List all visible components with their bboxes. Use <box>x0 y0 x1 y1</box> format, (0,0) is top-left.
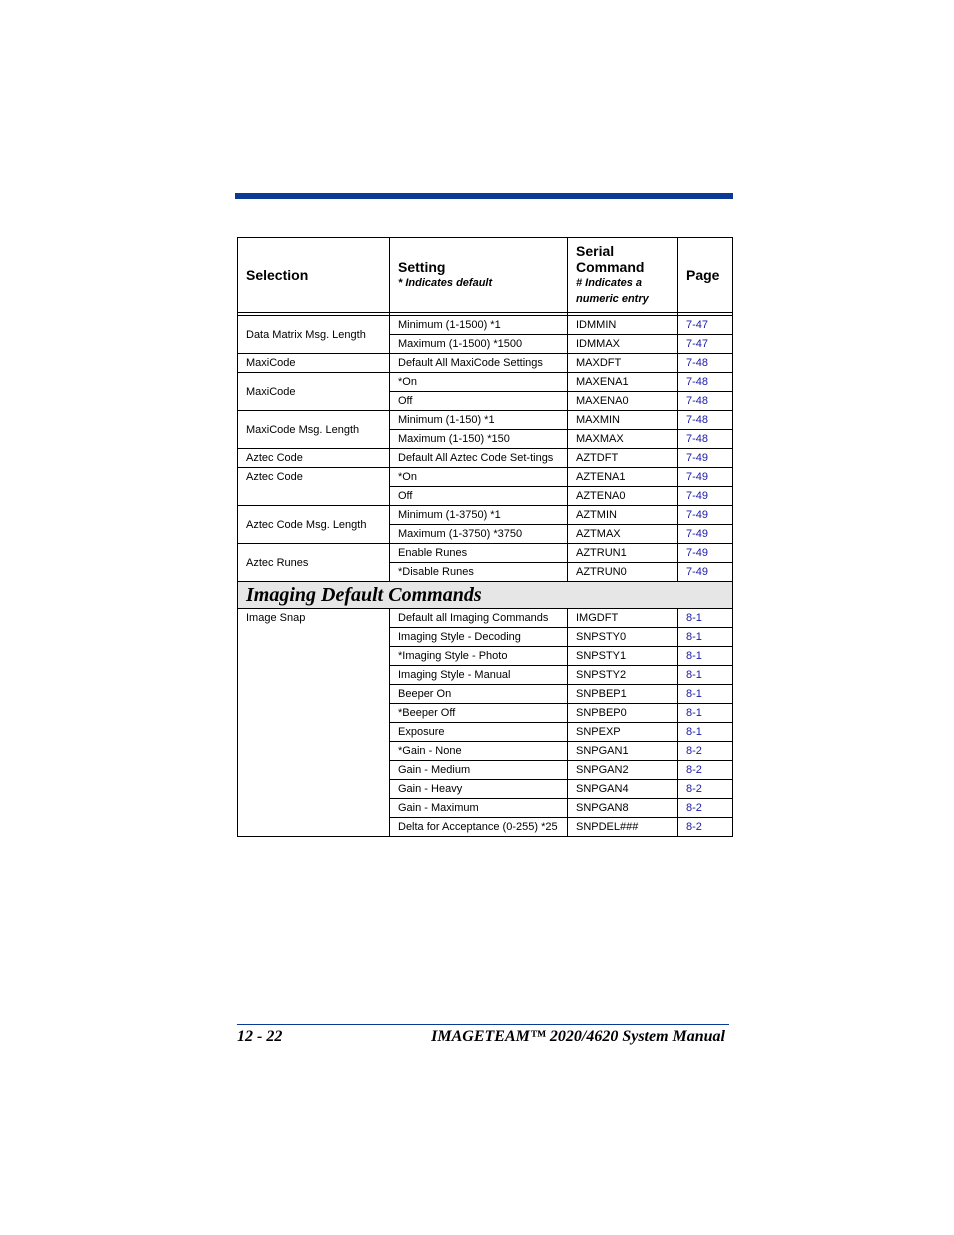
page-link[interactable]: 8-2 <box>678 818 733 837</box>
footer-manual-title: IMAGETEAM™ 2020/4620 System Manual <box>431 1028 725 1045</box>
selection-cell: MaxiCode Msg. Length <box>238 411 390 449</box>
selection-cell: Data Matrix Msg. Length <box>238 316 390 354</box>
page-link[interactable]: 8-1 <box>678 685 733 704</box>
setting-cell: Beeper On <box>390 685 568 704</box>
setting-cell: Minimum (1-1500) *1 <box>390 316 568 335</box>
page-link[interactable]: 8-1 <box>678 628 733 647</box>
setting-cell: Maximum (1-3750) *3750 <box>390 525 568 544</box>
table-row <box>238 506 733 525</box>
page-link[interactable]: 7-49 <box>678 449 733 468</box>
setting-cell: Default all Imaging Commands <box>390 609 568 628</box>
page-link[interactable]: 7-48 <box>678 430 733 449</box>
command-cell: IDMMIN <box>568 316 678 335</box>
setting-cell: *Disable Runes <box>390 563 568 582</box>
command-table <box>237 237 733 837</box>
selection-cell: Aztec Code <box>238 468 390 506</box>
page-link[interactable]: 7-49 <box>678 468 733 487</box>
setting-cell: *On <box>390 373 568 392</box>
setting-cell: Default All Aztec Code Set-tings <box>390 449 568 468</box>
command-cell: AZTMAX <box>568 525 678 544</box>
page-link[interactable]: 8-2 <box>678 761 733 780</box>
header-setting <box>390 238 568 313</box>
page-link[interactable]: 8-2 <box>678 742 733 761</box>
page-link[interactable]: 7-48 <box>678 411 733 430</box>
setting-cell: Minimum (1-150) *1 <box>390 411 568 430</box>
top-rule <box>235 193 733 199</box>
setting-cell: Gain - Maximum <box>390 799 568 818</box>
page-link[interactable]: 7-49 <box>678 506 733 525</box>
selection-cell: Aztec Code Msg. Length <box>238 506 390 544</box>
command-cell: AZTENA0 <box>568 487 678 506</box>
page-link[interactable]: 7-47 <box>678 316 733 335</box>
setting-cell: Maximum (1-150) *150 <box>390 430 568 449</box>
command-cell: SNPGAN4 <box>568 780 678 799</box>
selection-cell: Aztec Runes <box>238 544 390 582</box>
command-cell: SNPEXP <box>568 723 678 742</box>
command-cell: SNPDEL### <box>568 818 678 837</box>
command-cell: MAXENA1 <box>568 373 678 392</box>
table-row <box>238 468 733 487</box>
table-row <box>238 449 733 468</box>
setting-cell: Maximum (1-1500) *1500 <box>390 335 568 354</box>
page-link[interactable]: 8-1 <box>678 704 733 723</box>
page-link[interactable]: 8-2 <box>678 799 733 818</box>
page-link[interactable]: 7-48 <box>678 373 733 392</box>
header-serial-label: Serial Command <box>576 243 645 275</box>
header-serial-note: # Indicates a numeric entry <box>576 277 649 305</box>
setting-cell: Imaging Style - Decoding <box>390 628 568 647</box>
selection-cell: Aztec Code <box>238 449 390 468</box>
header-selection: Selection <box>238 238 390 313</box>
page-link[interactable]: 8-1 <box>678 666 733 685</box>
selection-cell: MaxiCode <box>238 373 390 411</box>
setting-cell: Minimum (1-3750) *1 <box>390 506 568 525</box>
command-cell: AZTENA1 <box>568 468 678 487</box>
page-link[interactable]: 8-1 <box>678 609 733 628</box>
page-link[interactable]: 7-47 <box>678 335 733 354</box>
setting-cell: Delta for Acceptance (0-255) *25 <box>390 818 568 837</box>
command-cell: SNPBEP1 <box>568 685 678 704</box>
section-header-row <box>238 582 733 609</box>
page-link[interactable]: 7-49 <box>678 544 733 563</box>
selection-cell: MaxiCode <box>238 354 390 373</box>
command-cell: AZTRUN0 <box>568 563 678 582</box>
setting-cell: Off <box>390 392 568 411</box>
setting-cell: *Imaging Style - Photo <box>390 647 568 666</box>
page-link[interactable]: 7-49 <box>678 487 733 506</box>
setting-cell: Enable Runes <box>390 544 568 563</box>
page-link[interactable]: 7-48 <box>678 392 733 411</box>
selection-cell: Image Snap <box>238 609 390 837</box>
table-row <box>238 411 733 430</box>
page-link[interactable]: 8-1 <box>678 647 733 666</box>
command-cell: IMGDFT <box>568 609 678 628</box>
header-setting-note: * Indicates default <box>398 277 493 289</box>
command-cell: MAXDFT <box>568 354 678 373</box>
table-row <box>238 609 733 628</box>
page-link[interactable]: 8-2 <box>678 780 733 799</box>
setting-cell: *Gain - None <box>390 742 568 761</box>
setting-cell: *Beeper Off <box>390 704 568 723</box>
command-cell: IDMMAX <box>568 335 678 354</box>
page-link[interactable]: 7-49 <box>678 563 733 582</box>
setting-cell: Default All MaxiCode Settings <box>390 354 568 373</box>
command-cell: SNPGAN1 <box>568 742 678 761</box>
command-cell: AZTDFT <box>568 449 678 468</box>
footer-rule <box>237 1024 729 1025</box>
page-link[interactable]: 7-48 <box>678 354 733 373</box>
page-link[interactable]: 8-1 <box>678 723 733 742</box>
page-link[interactable]: 7-49 <box>678 525 733 544</box>
setting-cell: Imaging Style - Manual <box>390 666 568 685</box>
command-cell: SNPGAN2 <box>568 761 678 780</box>
command-cell: AZTRUN1 <box>568 544 678 563</box>
command-cell: AZTMIN <box>568 506 678 525</box>
command-cell: SNPSTY0 <box>568 628 678 647</box>
command-cell: MAXENA0 <box>568 392 678 411</box>
header-page: Page <box>678 238 733 313</box>
footer-page-number: 12 - 22 <box>237 1028 283 1045</box>
command-cell: SNPSTY1 <box>568 647 678 666</box>
table-row <box>238 354 733 373</box>
table-row <box>238 316 733 335</box>
setting-cell: *On <box>390 468 568 487</box>
command-cell: MAXMIN <box>568 411 678 430</box>
table-row <box>238 373 733 392</box>
setting-cell: Gain - Heavy <box>390 780 568 799</box>
setting-cell: Off <box>390 487 568 506</box>
setting-cell: Exposure <box>390 723 568 742</box>
section-title: Imaging Default Commands <box>238 582 733 609</box>
header-setting-label: Setting <box>398 259 446 275</box>
header-serial-command <box>568 238 678 313</box>
table-header-row <box>238 238 733 313</box>
setting-cell: Gain - Medium <box>390 761 568 780</box>
command-cell: SNPGAN8 <box>568 799 678 818</box>
command-cell: MAXMAX <box>568 430 678 449</box>
command-cell: SNPBEP0 <box>568 704 678 723</box>
table-row <box>238 544 733 563</box>
command-cell: SNPSTY2 <box>568 666 678 685</box>
